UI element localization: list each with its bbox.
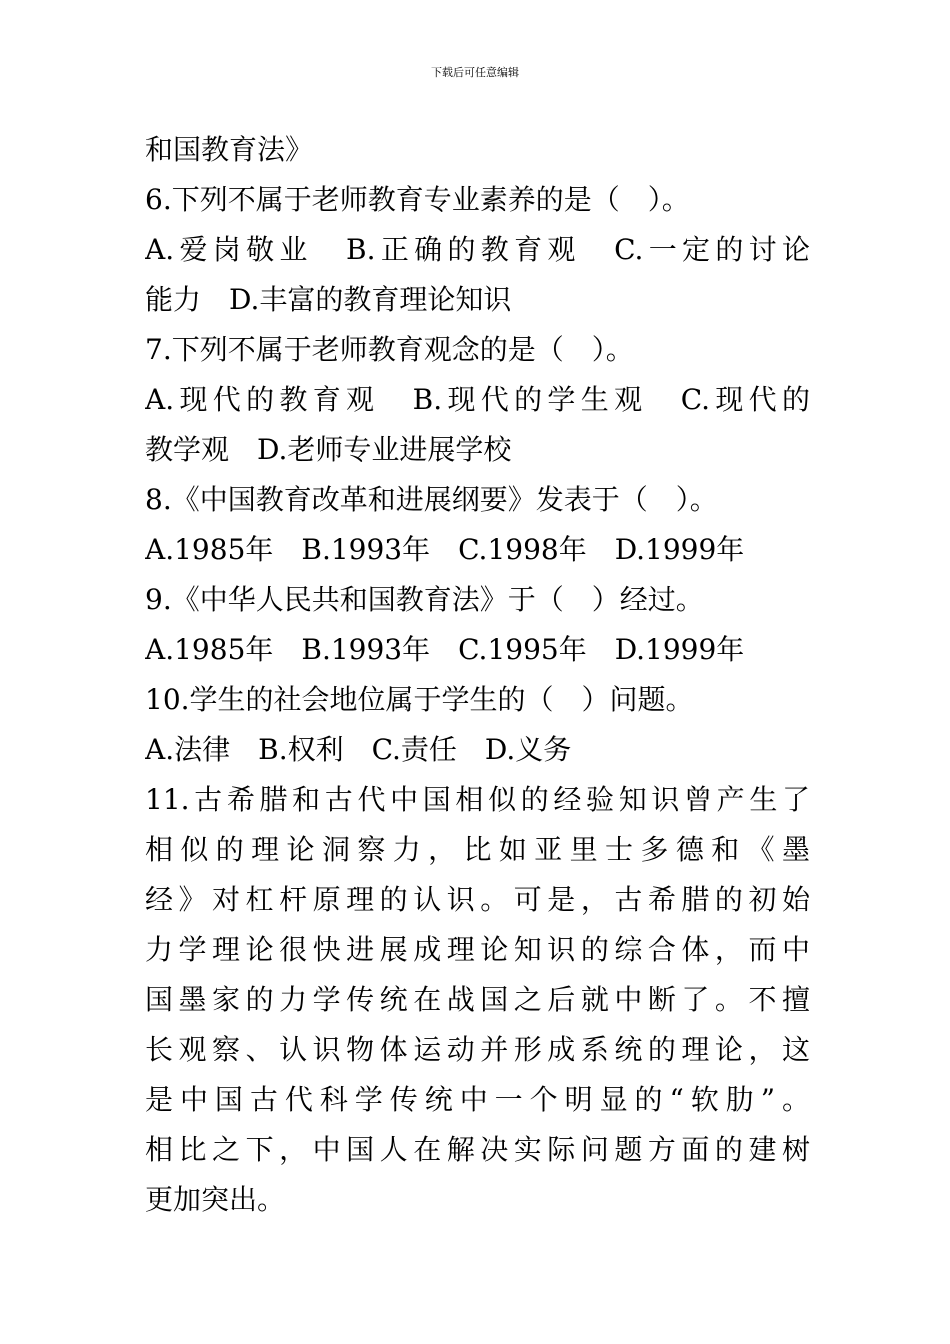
page-header: 下载后可任意编辑 [431,66,519,79]
document-body [145,125,810,1225]
question-10-options: A.法律 B.权利 C.责任 D.义务 [145,733,572,766]
question-8-options: A.1985年 B.1993年 C.1998年 D.1999年 [145,533,745,566]
question-7-options: A.现代的教育观 B.现代的学生观 C.现代的 [145,383,810,416]
question-11-line: 是中国古代科学传统中一个明显的“软肋”。 [145,1083,810,1116]
question-6-options-cont: 能力 D.丰富的教育理论知识 [145,283,512,316]
question-11-line: 经》对杠杆原理的认识。可是，古希腊的初始 [145,883,810,916]
question-11-line: 力学理论很快进展成理论知识的综合体，而中 [145,933,810,966]
question-9-options: A.1985年 B.1993年 C.1995年 D.1999年 [145,633,745,666]
text-line: 和国教育法》 [145,133,314,166]
question-11-line: 更加突出。 [145,1183,286,1216]
question-6-options: A.爱岗敬业 B.正确的教育观 C.一定的讨论 [145,233,810,266]
question-8: 8.《中国教育改革和进展纲要》发表于（ ）。 [145,483,718,516]
question-7-options-cont: 教学观 D.老师专业进展学校 [145,433,512,466]
question-6: 6.下列不属于老师教育专业素养的是（ ）。 [145,183,690,216]
question-9: 9.《中华人民共和国教育法》于（ ）经过。 [145,583,704,616]
question-11-line: 国墨家的力学传统在战国之后就中断了。不擅 [145,983,810,1016]
question-11-line: 相似的理论洞察力，比如亚里士多德和《墨 [145,833,810,866]
question-10: 10.学生的社会地位属于学生的（ ）问题。 [145,683,694,716]
question-11-line: 11.古希腊和古代中国相似的经验知识曾产生了 [145,783,810,816]
question-11-line: 长观察、认识物体运动并形成系统的理论，这 [145,1033,810,1066]
question-11-line: 相比之下，中国人在解决实际问题方面的建树 [145,1133,810,1166]
question-7: 7.下列不属于老师教育观念的是（ ）。 [145,333,634,366]
